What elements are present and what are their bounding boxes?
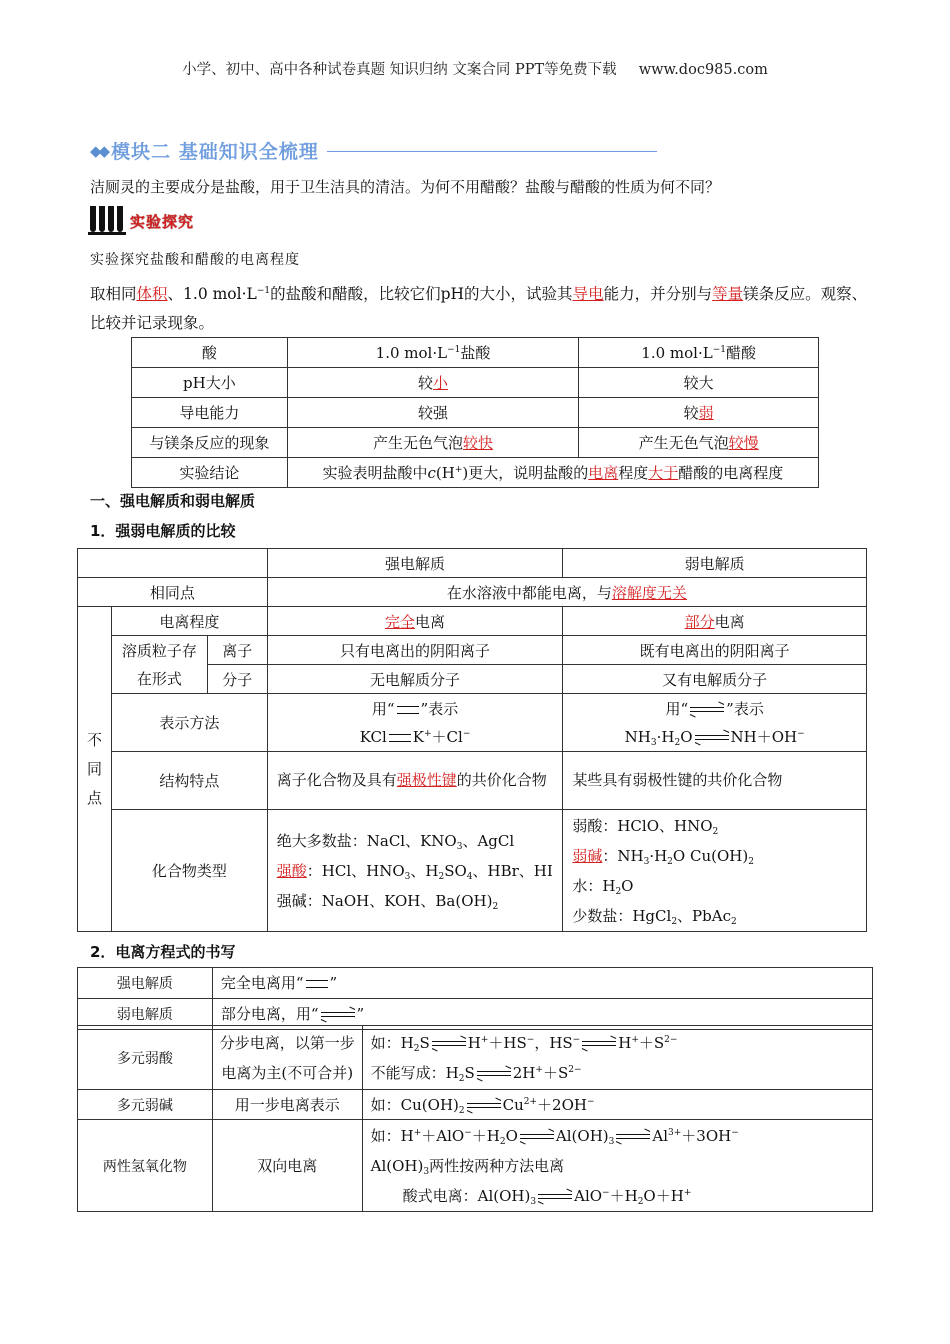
table-row: 实验结论 实验表明盐酸中c(H+)更大，说明盐酸的电离程度大于醋酸的电离程度	[132, 458, 819, 488]
intro-text: 洁厕灵的主要成分是盐酸，用于卫生洁具的清洁。为何不用醋酸？盐酸与醋酸的性质为何不同？	[90, 178, 721, 196]
table-row: 分子 无电解质分子 又有电解质分子	[78, 665, 867, 694]
diamond-icon: ◆◆	[90, 141, 108, 160]
table-row: 强电解质 弱电解质	[78, 549, 867, 578]
experiment-subtitle: 实验探究盐酸和醋酸的电离程度	[90, 252, 300, 268]
table-row: 酸 1.0 $mol\cdot L^{-1}$盐酸 1.0 $mol\cdot L^{-1}$醋酸	[132, 338, 819, 368]
page-header	[0, 58, 950, 79]
header-url[interactable]: www.doc985.com	[638, 62, 768, 78]
section-heading-3: 2．电离方程式的书写	[90, 943, 236, 961]
equation-table	[77, 967, 873, 1030]
experiment-table	[131, 337, 819, 488]
table-row: 导电能力 较强 较弱	[132, 398, 819, 428]
table-row: 溶质粒子存在形式 离子 只有电离出的阴阳离子 既有电离出的阴阳离子	[78, 636, 867, 665]
experiment-paragraph: 取相同体积、1.0 $mol\cdot L^{-1}$的盐酸和醋酸，比较它们pH的大小，试验其导电能力，并分别与等量镁条反应。观察、比较并记录现象。	[90, 285, 868, 332]
test-tubes-icon	[88, 207, 126, 235]
section-heading-2: 1．强弱电解质的比较	[90, 522, 236, 540]
table-row: 强电解质 完全电离用“ ”	[78, 968, 873, 999]
comparison-table: 强电解质 弱电解质 相同点 在水溶液中都能电离，与溶解度无关 不 同 点 电离程度 完全电离 部分电离 溶质粒子存在形式 离子 只有电离出的阴阳离子 既有电离出的阴阳离子 分子 无电解质分子 又有电解质分子 表示方法 用“ ”表示 KCl K+＋Cl− 用“ ”表示 $NH_3\cdot H_2O$ NH＋OH− 结构特点 离子化合物及具有强极性键的共价化合物 某些具有弱极性键的共价化合物 化合物类型 绝大多数盐：NaCl、$KNO_3$、AgCl 强酸：HCl、$HNO_3$、$H_2SO_4$、HBr、HI 强碱：NaOH、KOH、$Ba(OH)_2$ 弱酸：HClO、$HNO_2$ 弱碱：$NH_3\cdot H_2O$ $Cu(OH)_2$ 水：$H_2O$ 少数盐：HgCl$_2$、PbAc$_2$	[77, 548, 867, 932]
header-text: 小学、初中、高中各种试卷真题 知识归纳 文案合同 PPT等免费下载	[182, 62, 617, 78]
table-row: 两性氢氧化物 双向电离 如：$H^++AlO^-+H_2O$ $Al(OH)_3$ $Al^{3+}+3OH^-$ $Al(OH)_3$两性按两种方法电离 酸式电离：$Al(OH)_3$ $AlO^-+H_2O+H^+$	[78, 1120, 873, 1212]
equation-table-lower	[77, 1025, 873, 1212]
table-row: 多元弱酸 分步电离，以第一步电离为主(不可合并) 如：$H_2S$ H+＋HS−，HS− $H^++S^{2-}$ 不能写成：$H_2S$ $2H^++S^{2-}$	[78, 1026, 873, 1090]
experiment-label: 实验探究	[130, 212, 195, 231]
table-row: 表示方法 用“ ”表示 KCl K+＋Cl− 用“ ”表示 $NH_3\cdot H_2O$ NH＋OH−	[78, 694, 867, 752]
table-row: 相同点 在水溶液中都能电离，与溶解度无关	[78, 578, 867, 607]
table-row: 多元弱碱 用一步电离表示 如：$Cu(OH)_2$ $Cu^{2+}+2OH^-$	[78, 1090, 873, 1120]
module-heading	[90, 137, 657, 164]
table-row: 不 同 点 电离程度 完全电离 部分电离	[78, 607, 867, 636]
section-heading-1: 一、强电解质和弱电解质	[90, 492, 256, 510]
module-title: 模块二 基础知识全梳理	[111, 141, 319, 163]
table-row: 与镁条反应的现象 产生无色气泡较快 产生无色气泡较慢	[132, 428, 819, 458]
heading-line	[327, 151, 657, 152]
table-row: pH大小 较小 较大	[132, 368, 819, 398]
experiment-badge	[88, 207, 194, 235]
table-row: 结构特点 离子化合物及具有强极性键的共价化合物 某些具有弱极性键的共价化合物	[78, 752, 867, 810]
table-row: 弱电解质 部分电离，用“ ”	[78, 999, 873, 1030]
